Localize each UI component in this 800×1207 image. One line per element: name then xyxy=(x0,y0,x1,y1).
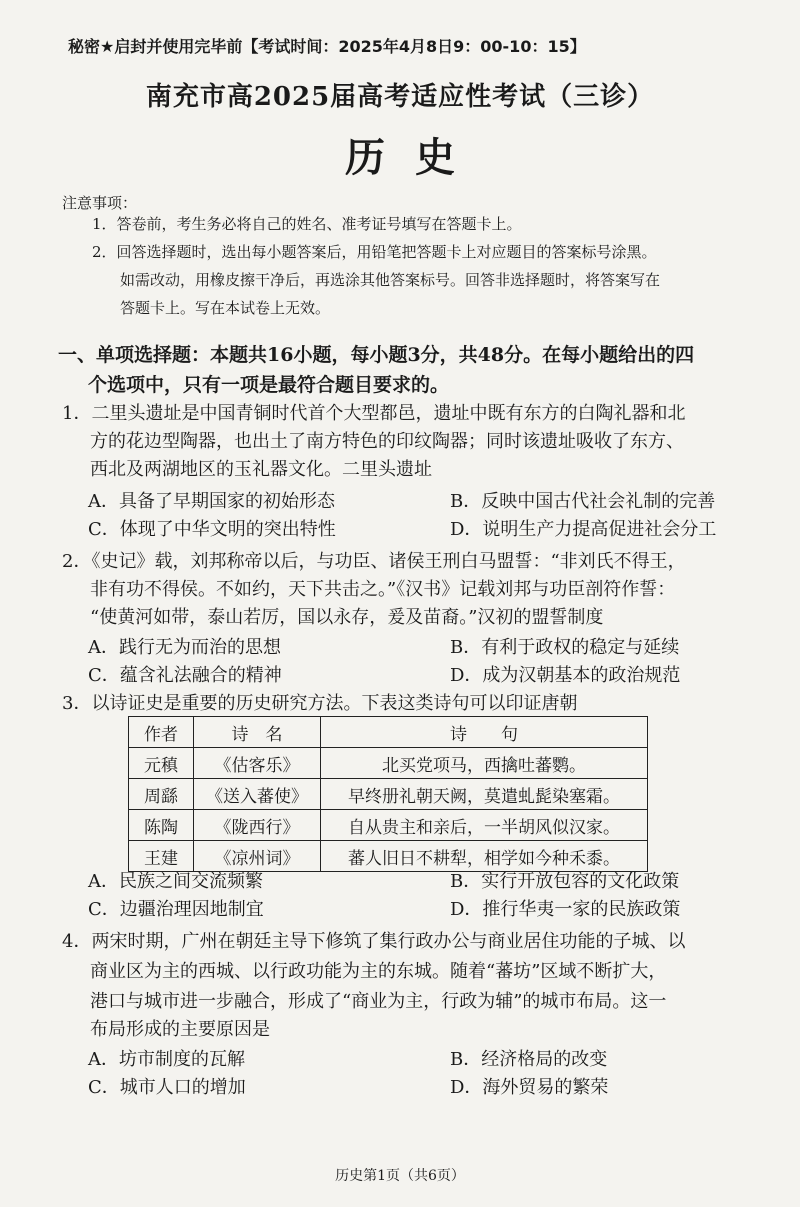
question-1-stem-line3: 西北及两湖地区的玉礼器文化。二里头遗址 xyxy=(90,459,432,480)
question-3-option-b: B．实行开放包容的文化政策 xyxy=(450,871,680,892)
question-2-stem-line3: “使黄河如带，泰山若厉，国以永存，爰及苗裔。”汉初的盟誓制度 xyxy=(90,607,604,628)
question-3-option-a: A．民族之间交流频繁 xyxy=(88,871,263,892)
question-4-option-c: C．城市人口的增加 xyxy=(88,1077,246,1098)
question-4-stem-line3: 港口与城市进一步融合，形成了“商业为主，行政为辅”的城市布局。这一 xyxy=(90,991,667,1012)
subject-title: 历史 xyxy=(345,134,485,181)
section-heading xyxy=(58,340,778,400)
notice-heading: 注意事项： xyxy=(62,194,138,212)
question-3-stem: 3．以诗证史是重要的历史研究方法。下表这类诗句可以印证唐朝 xyxy=(62,693,578,714)
notice-item-2: 2．回答选择题时，选出每小题答案后，用铅笔把答题卡上对应题目的答案标号涂黑。 xyxy=(92,243,657,261)
table-row xyxy=(129,810,648,841)
question-4-option-d: D．海外贸易的繁荣 xyxy=(450,1077,609,1098)
question-3-option-c: C．边疆治理因地制宜 xyxy=(88,899,264,920)
question-2-option-c: C．蕴含礼法融合的精神 xyxy=(88,665,282,686)
notice-item-2-cont2: 答题卡上。写在本试卷上无效。 xyxy=(120,299,331,317)
poem-line: 北买党项马，西擒吐蕃鹦。 xyxy=(321,748,648,779)
section-heading-line1: 一、单项选择题：本题共16小题，每小题3分，共48分。在每小题给出的四 xyxy=(58,344,695,366)
question-1-option-c: C．体现了中华文明的突出特性 xyxy=(88,519,336,540)
poem-author: 王建 xyxy=(129,841,194,872)
question-3-option-d: D．推行华夷一家的民族政策 xyxy=(450,899,681,920)
question-2-option-a: A．践行无为而治的思想 xyxy=(88,637,281,658)
confidential-note: 秘密★启封并使用完毕前【考试时间：2025年4月8日9：00-10：15】 xyxy=(68,37,586,56)
poem-line: 自从贵主和亲后，一半胡风似汉家。 xyxy=(321,810,648,841)
question-1-option-a: A．具备了早期国家的初始形态 xyxy=(88,491,335,512)
question-2-option-b: B．有利于政权的稳定与延续 xyxy=(450,637,680,658)
question-1-stem: 1．二里头遗址是中国青铜时代首个大型都邑，遗址中既有东方的白陶礼器和北 xyxy=(62,403,686,424)
question-4-stem: 4．两宋时期，广州在朝廷主导下修筑了集行政办公与商业居住功能的子城、以 xyxy=(62,931,686,952)
poem-title: 《送入蕃使》 xyxy=(194,779,321,810)
poem-line: 蕃人旧日不耕犁，相学如今种禾黍。 xyxy=(321,841,648,872)
poem-table-header xyxy=(129,717,648,748)
question-4-option-a: A．坊市制度的瓦解 xyxy=(88,1049,245,1070)
poem-author: 周繇 xyxy=(129,779,194,810)
poem-author: 陈陶 xyxy=(129,810,194,841)
poem-line: 早终册礼朝天阙，莫遣虬髭染塞霜。 xyxy=(321,779,648,810)
table-row xyxy=(129,841,648,872)
question-2-option-d: D．成为汉朝基本的政治规范 xyxy=(450,665,681,686)
poem-title: 《凉州词》 xyxy=(194,841,321,872)
question-4-option-b: B．经济格局的改变 xyxy=(450,1049,608,1070)
notice-item-2-cont: 如需改动，用橡皮擦干净后，再选涂其他答案标号。回答非选择题时，将答案写在 xyxy=(120,271,661,289)
poem-title: 《陇西行》 xyxy=(194,810,321,841)
poem-title: 《估客乐》 xyxy=(194,748,321,779)
poem-table xyxy=(128,716,648,872)
poem-author: 元稹 xyxy=(129,748,194,779)
question-1-stem-line2: 方的花边型陶器，也出土了南方特色的印纹陶器；同时该遗址吸收了东方、 xyxy=(90,431,684,452)
section-heading-line2: 个选项中，只有一项是最符合题目要求的。 xyxy=(88,374,450,396)
question-4-stem-line4: 布局形成的主要原因是 xyxy=(90,1019,270,1040)
notice-item-1: 1．答卷前，考生务必将自己的姓名、准考证号填写在答题卡上。 xyxy=(92,215,522,233)
poem-table-header-author: 作者 xyxy=(129,717,194,748)
page-footer: 历史第1页（共6页） xyxy=(335,1168,465,1184)
question-1-option-d: D．说明生产力提高促进社会分工 xyxy=(450,519,717,540)
table-row xyxy=(129,748,648,779)
question-1-option-b: B．反映中国古代社会礼制的完善 xyxy=(450,491,716,512)
exam-title: 南充市高2025届高考适应性考试（三诊） xyxy=(145,82,655,112)
table-row xyxy=(129,779,648,810)
poem-table-header-line: 诗 句 xyxy=(321,717,648,748)
question-2-stem: 2．《史记》载，刘邦称帝以后，与功臣、诸侯王刑白马盟誓：“非刘氏不得王， xyxy=(62,551,686,572)
question-2-stem-line2: 非有功不得侯。不如约，天下共击之。”《汉书》记载刘邦与功臣剖符作誓： xyxy=(90,579,676,600)
question-4-stem-line2: 商业区为主的西城、以行政功能为主的东城。随着“蕃坊”区域不断扩大， xyxy=(90,961,667,982)
poem-table-header-title: 诗 名 xyxy=(194,717,321,748)
